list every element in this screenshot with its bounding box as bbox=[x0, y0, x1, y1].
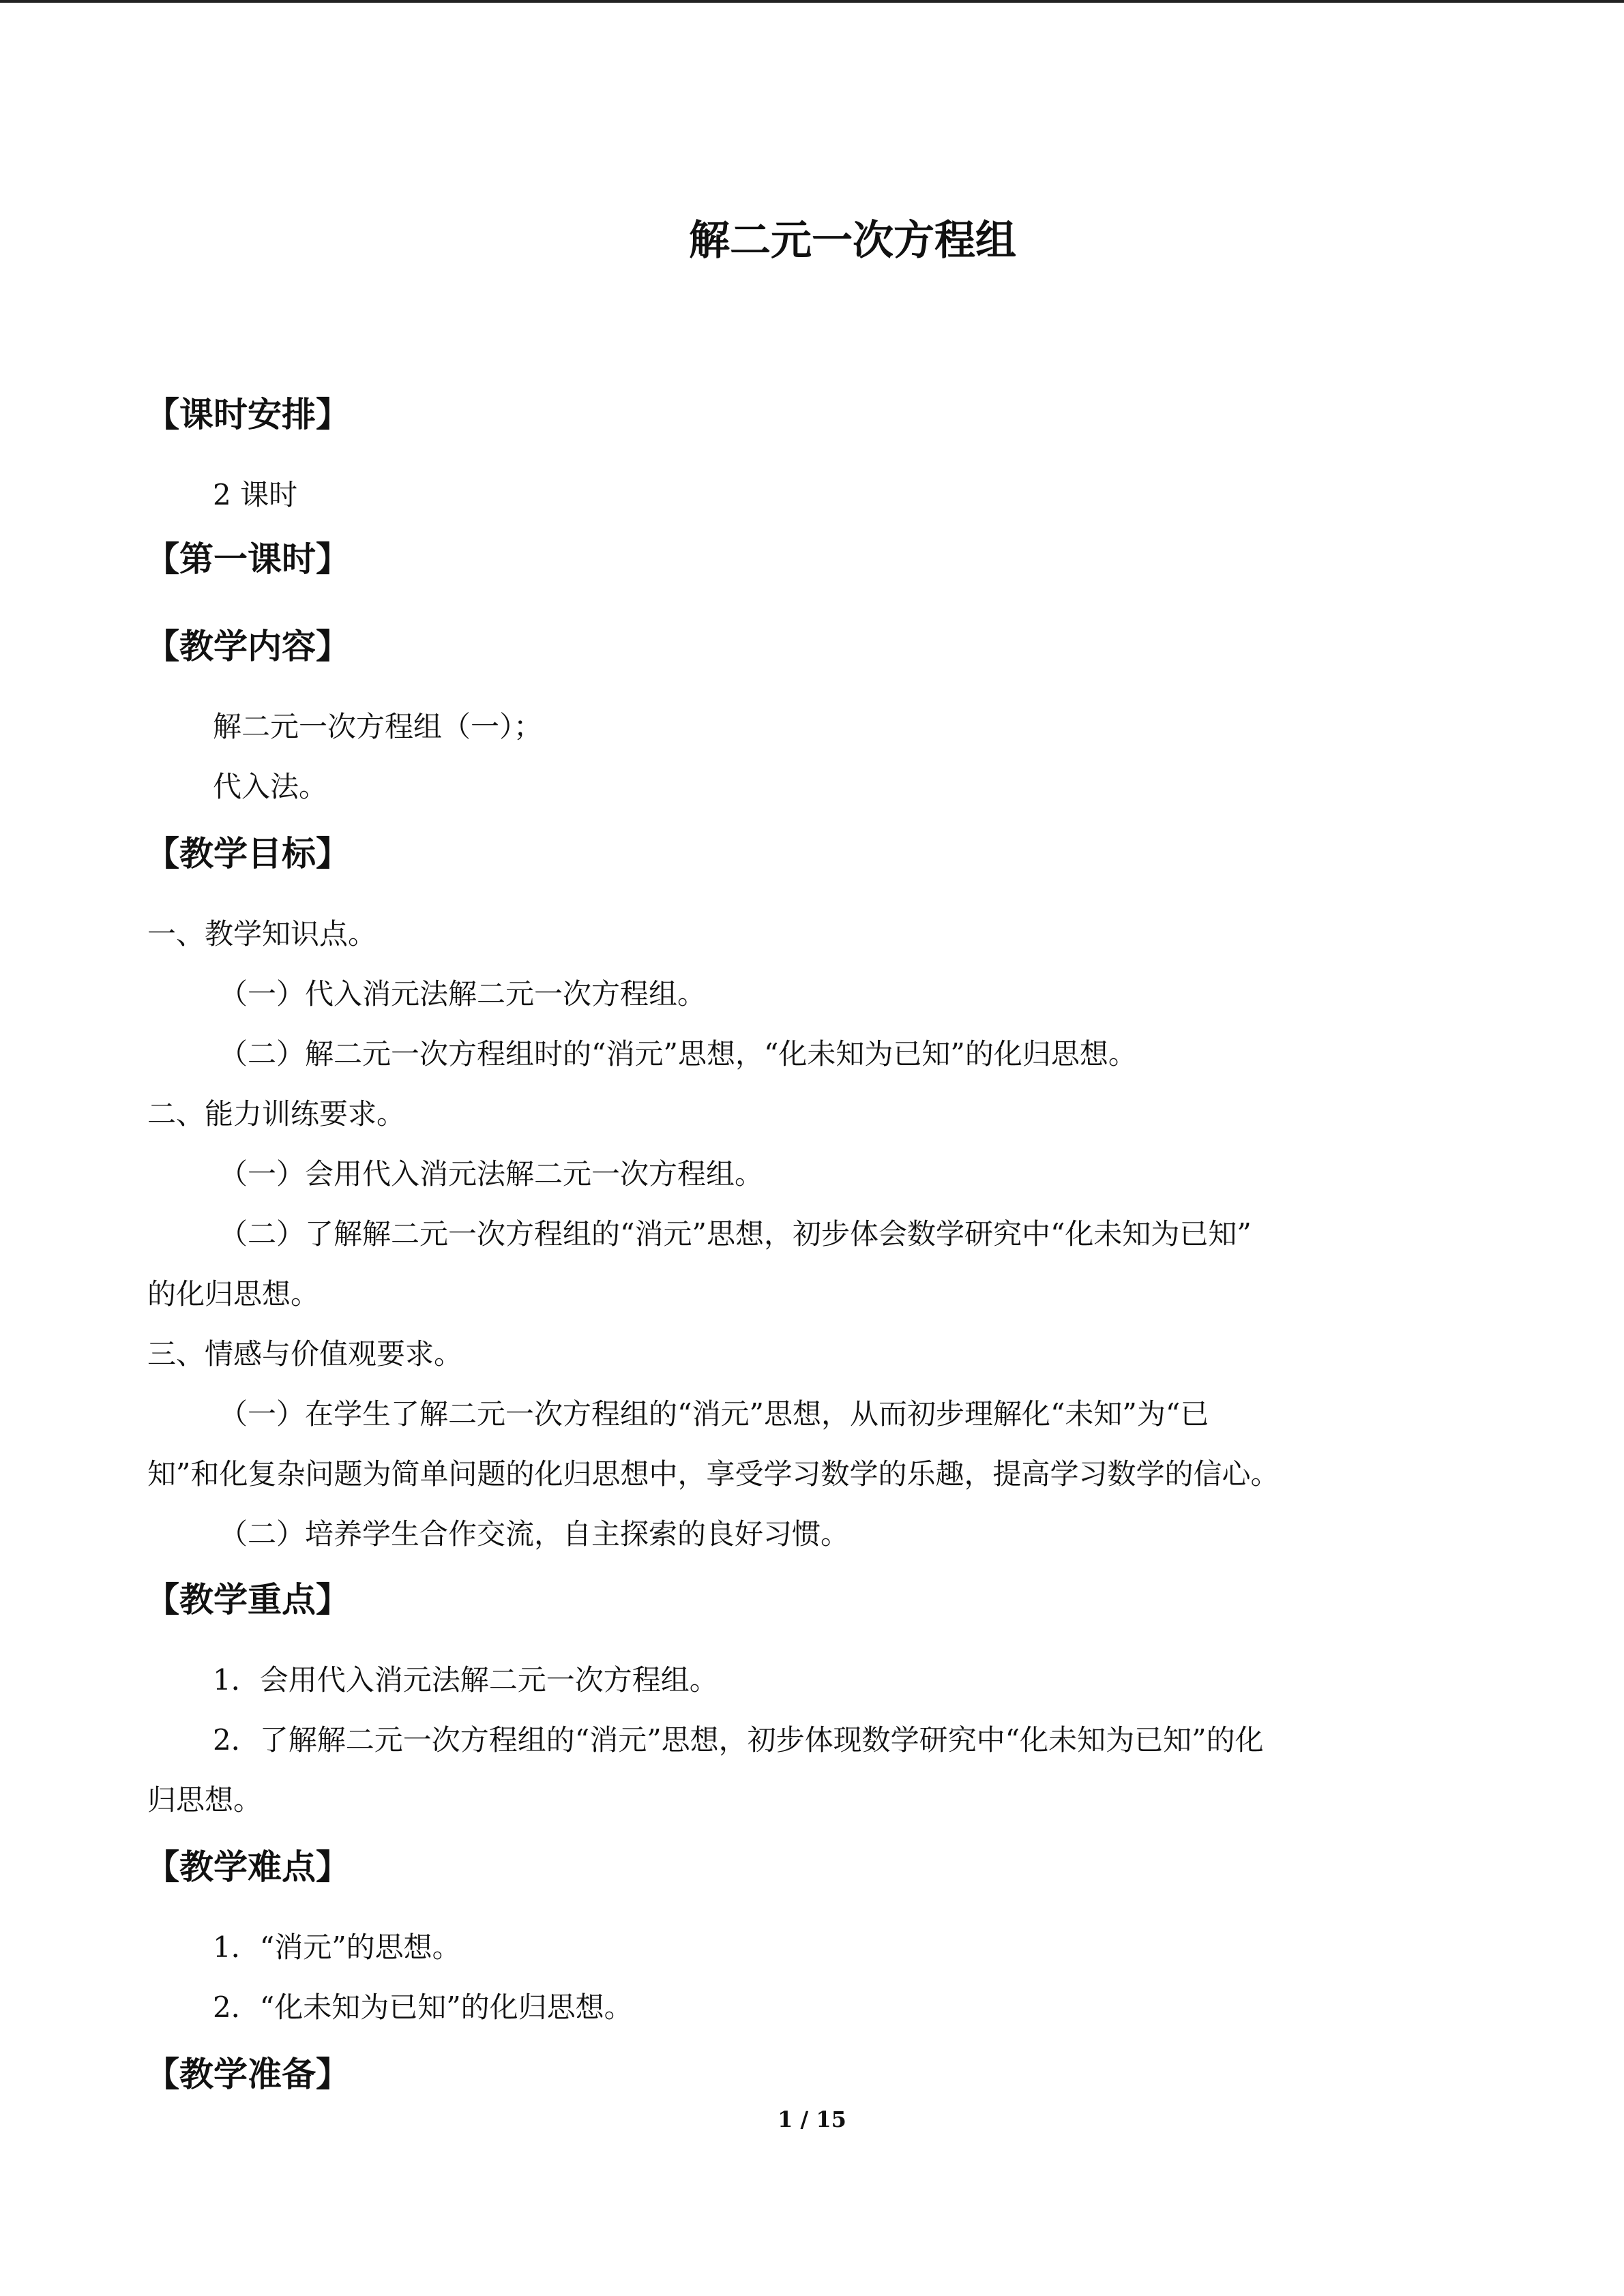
section-heading-preparation: 【教学准备】 bbox=[145, 2055, 350, 2094]
key-point-item: 1．会用代入消元法解二元一次方程组。 bbox=[213, 1663, 718, 1697]
content-line: 解二元一次方程组（一）； bbox=[213, 710, 543, 743]
goals-subtitle-knowledge: 一、教学知识点。 bbox=[147, 917, 377, 951]
section-heading-content: 【教学内容】 bbox=[145, 627, 350, 666]
section-heading-schedule: 【课时安排】 bbox=[145, 395, 350, 434]
goals-emotion-item: （二）培养学生合作交流，自主探索的良好习惯。 bbox=[219, 1517, 850, 1551]
section-heading-goals: 【教学目标】 bbox=[145, 834, 350, 874]
page-top-border bbox=[0, 0, 1624, 3]
goals-ability-item-continued: 的化归思想。 bbox=[147, 1277, 320, 1311]
section-heading-difficulties: 【教学难点】 bbox=[145, 1847, 350, 1887]
goals-subtitle-emotion: 三、情感与价值观要求。 bbox=[147, 1337, 463, 1371]
goals-ability-item: （二）了解解二元一次方程组的“消元”思想，初步体会数学研究中“化未知为已知” bbox=[219, 1217, 1252, 1251]
difficulty-item: 1．“消元”的思想。 bbox=[213, 1930, 461, 1964]
page-number: 1 / 15 bbox=[778, 2106, 846, 2132]
section-heading-key-points: 【教学重点】 bbox=[145, 1580, 350, 1620]
difficulty-item: 2．“化未知为已知”的化归思想。 bbox=[213, 1991, 633, 2024]
goals-emotion-item: （一）在学生了解二元一次方程组的“消元”思想，从而初步理解化“未知”为“已 bbox=[219, 1397, 1209, 1431]
section-heading-first-lesson: 【第一课时】 bbox=[145, 539, 350, 579]
document-title: 解二元一次方程组 bbox=[689, 217, 1016, 265]
goals-emotion-item-continued: 知”和化复杂问题为简单问题的化归思想中，享受学习数学的乐趣，提高学习数学的信心。 bbox=[147, 1457, 1280, 1491]
goals-knowledge-item: （一）代入消元法解二元一次方程组。 bbox=[219, 977, 707, 1011]
goals-ability-item: （一）会用代入消元法解二元一次方程组。 bbox=[219, 1157, 764, 1191]
goals-subtitle-ability: 二、能力训练要求。 bbox=[147, 1097, 406, 1131]
key-point-item: 2．了解解二元一次方程组的“消元”思想，初步体现数学研究中“化未知为已知”的化 bbox=[213, 1723, 1264, 1757]
key-point-item-continued: 归思想。 bbox=[147, 1783, 263, 1817]
content-line: 代入法。 bbox=[213, 770, 328, 803]
schedule-text: 2 课时 bbox=[213, 478, 298, 511]
goals-knowledge-item: （二）解二元一次方程组时的“消元”思想，“化未知为已知”的化归思想。 bbox=[219, 1037, 1137, 1071]
